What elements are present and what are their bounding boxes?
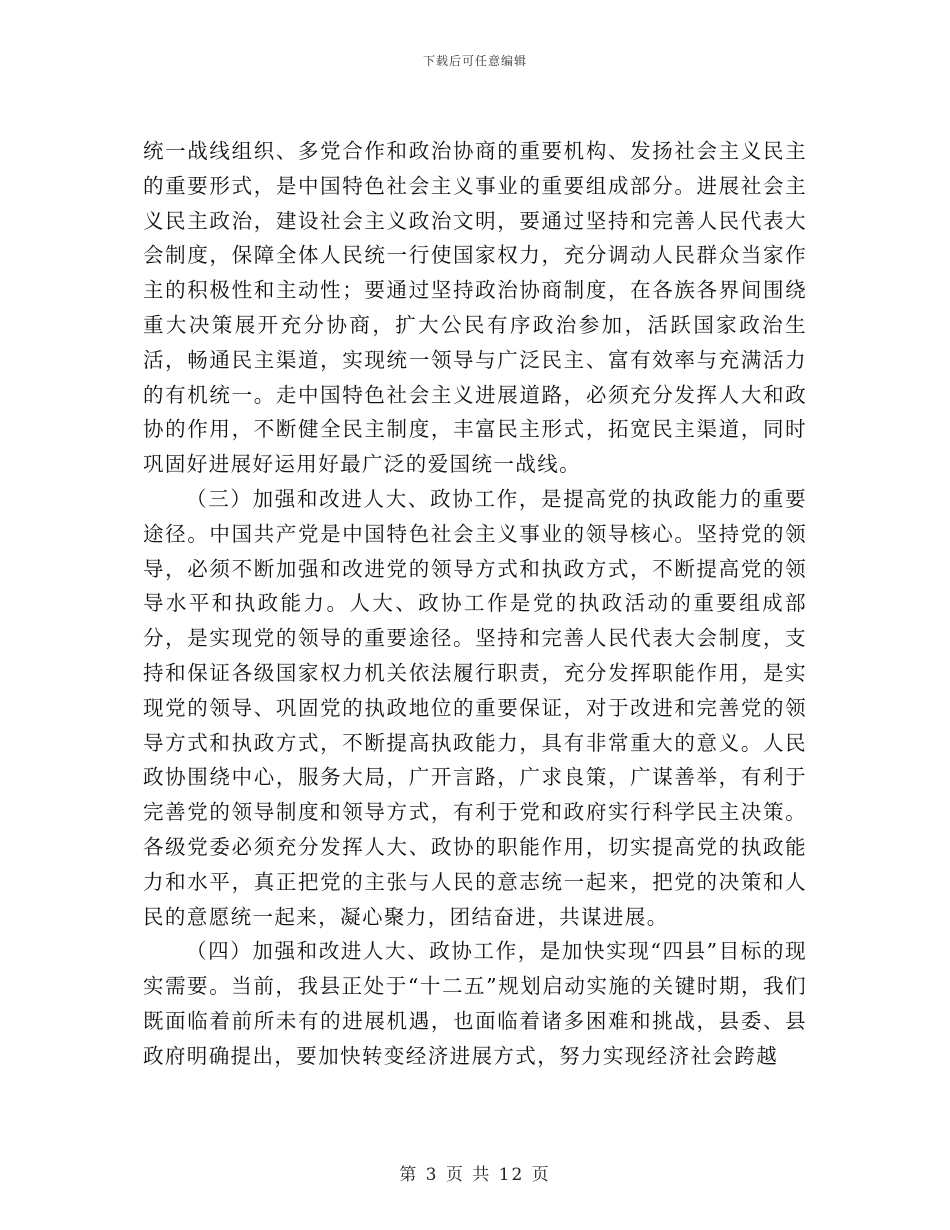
page-header-note: 下载后可任意编辑	[422, 54, 527, 68]
paragraph-section-three: （三）加强和改进人大、政协工作，是提高党的执政能力的重要途径。中国共产党是中国特色社会主义事业的领导核心。坚持党的领导，必须不断加强和改进党的领导方式和执政方式，不断提高党的领导水平和执政能力。人大、政协工作是党的执政活动的重要组成部分，是实现党的领导的重要途径。坚持和完善人民代表大会制度，支持和保证各级国家权力机关依法履行职责，充分发挥职能作用，是实现党的领导、巩固党的执政地位的重要保证，对于改进和完善党的领导方式和执政方式，不断提高执政能力，具有非常重大的意义。人民政协围绕中心，服务大局，广开言路，广求良策，广谋善举，有利于完善党的领导制度和领导方式，有利于党和政府实行科学民主决策。各级党委必须充分发挥人大、政协的职能作用，切实提高党的执政能力和水平，真正把党的主张与人民的意志统一起来，把党的决策和人民的意愿统一起来，凝心聚力，团结奋进，共谋进展。	[143, 486, 807, 929]
document-body	[143, 134, 807, 1074]
paragraph-section-four: （四）加强和改进人大、政协工作，是加快实现“四县”目标的现实需要。当前，我县正处于“十二五”规划启动实施的关键时期，我们既面临着前所未有的进展机遇，也面临着诸多困难和挑战，县委、县政府明确提出，要加快转变经济进展方式，努力实现经济社会跨越	[143, 939, 807, 1068]
page-number-footer: 第 3 页 共 12 页	[399, 1165, 551, 1185]
paragraph-continuation: 统一战线组织、多党合作和政治协商的重要机构、发扬社会主义民主的重要形式，是中国特色社会主义事业的重要组成部分。进展社会主义民主政治，建设社会主义政治文明，要通过坚持和完善人民代表大会制度，保障全体人民统一行使国家权力，充分调动人民群众当家作主的积极性和主动性；要通过坚持政治协商制度，在各族各界间围绕重大决策展开充分协商，扩大公民有序政治参加，活跃国家政治生活，畅通民主渠道，实现统一领导与广泛民主、富有效率与充满活力的有机统一。走中国特色社会主义进展道路，必须充分发挥人大和政协的作用，不断健全民主制度，丰富民主形式，拓宽民主渠道，同时巩固好进展好运用好最广泛的爱国统一战线。	[143, 139, 807, 477]
